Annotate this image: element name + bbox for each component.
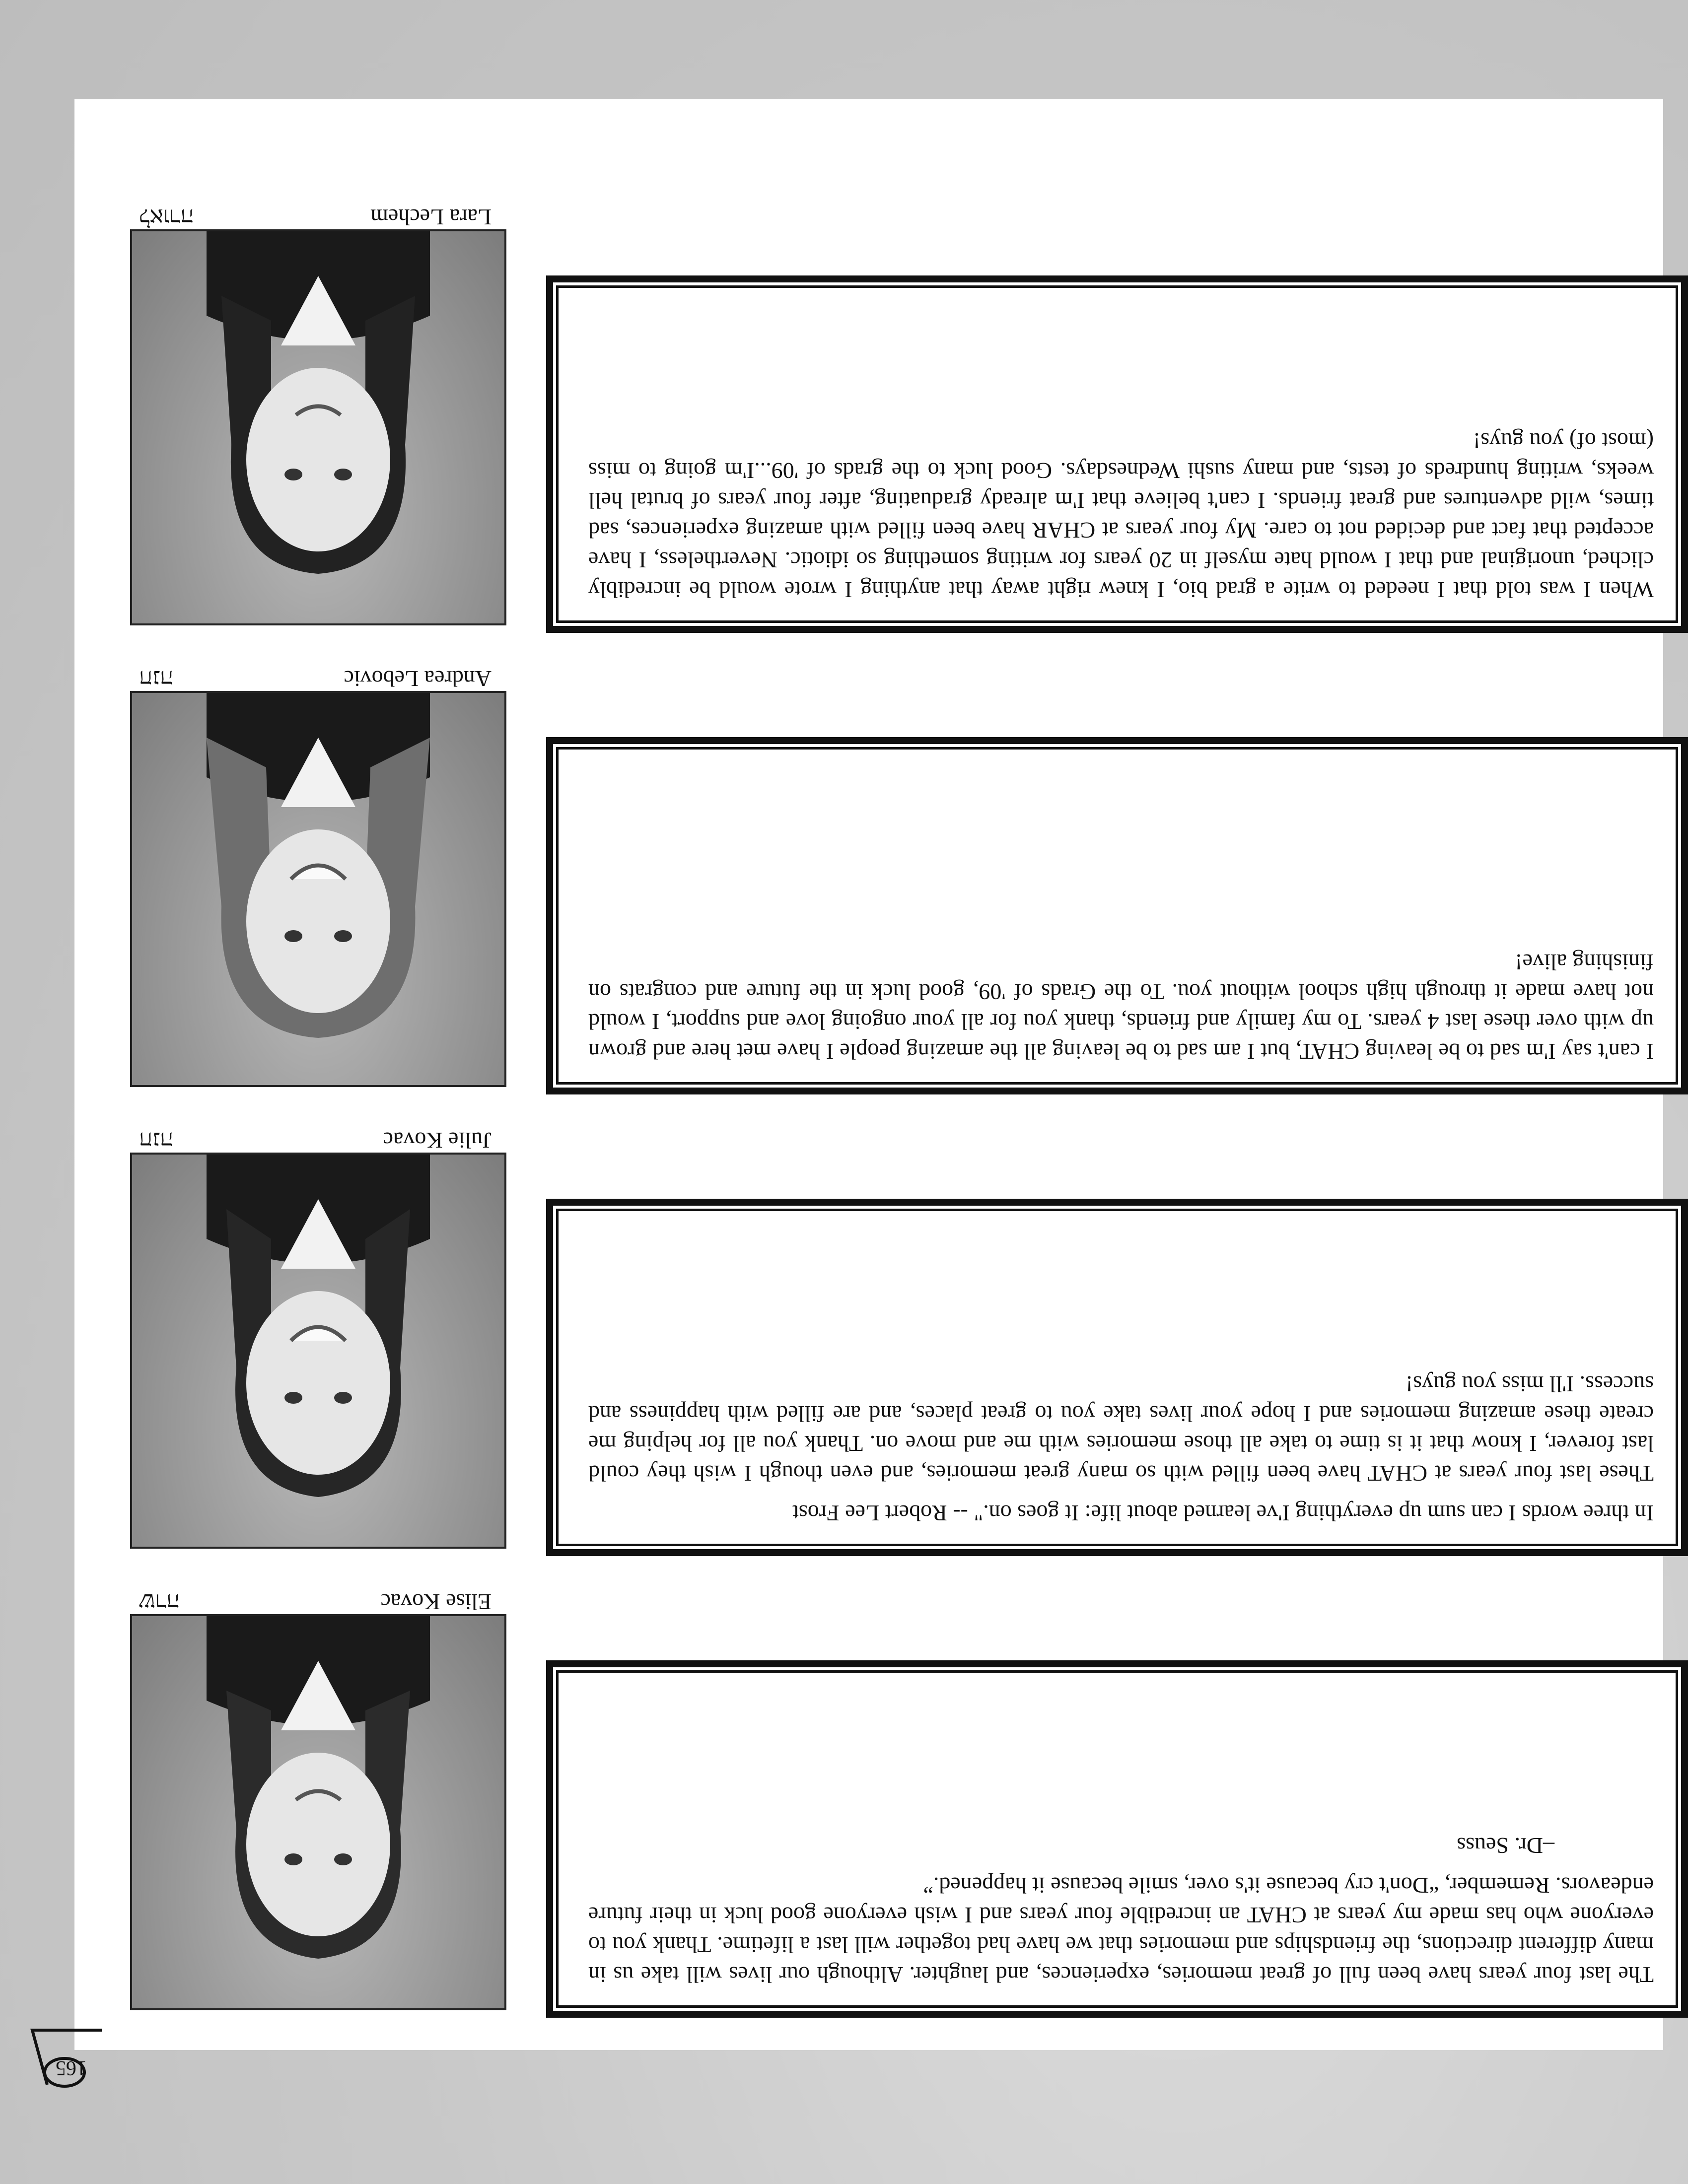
grad-name: Elise Kovac — [380, 1589, 492, 1615]
bio-paragraph: In three words I can sum up everything I've learned about life: It goes on." -- Robert Lee Frost — [792, 1501, 1654, 1526]
quote-attribution: –Dr. Seuss — [1457, 1833, 1554, 1858]
bio-box — [546, 737, 1688, 1094]
bio-inner-frame — [556, 1209, 1678, 1546]
portrait-photo — [130, 1614, 506, 2010]
bio-box — [546, 1199, 1688, 1556]
portrait-illustration — [132, 1616, 504, 2008]
grad-hebrew-name: לאורה — [139, 205, 194, 230]
portrait-photo — [130, 691, 506, 1087]
grad-entry — [0, 204, 1688, 640]
grad-name-line — [134, 1588, 501, 1615]
portrait-illustration — [132, 1155, 504, 1547]
grad-hebrew-name: חנה — [139, 666, 173, 691]
grad-name-line — [134, 1127, 501, 1154]
grad-entry — [0, 665, 1688, 1102]
grad-name-line — [134, 204, 501, 230]
bio-paragraph: I can't say I'm sad to be leaving CHAT, but I am sad to be leaving all the amazing people I have met here and grown up with over these last 4 years. To my family and friends, thank you for all your ongoing love and support, I would not have made it through high school without you. To the Grads of '09, good luck in the future and congrats on finishing alive! — [588, 950, 1654, 1064]
bio-inner-frame — [556, 1670, 1678, 2008]
page-number: 165 — [56, 2056, 87, 2079]
portrait-photo — [130, 229, 506, 625]
portrait-illustration — [132, 693, 504, 1085]
bio-inner-frame — [556, 285, 1678, 623]
grad-entry — [0, 1127, 1688, 1564]
grad-name: Lara Lechem — [370, 205, 492, 230]
bio-paragraph: The last four years have been full of great memories, experiences, and laughter. Although our lives will take us in many different directions, the friendships and memories that we have had together will last a lifetime. Thank you to everyone who has made my years at CHAT an incredible four years and I wish everyone good luck in their future endeavors. Remember, “Don't cry because it's over, smile because it happened.” — [588, 1873, 1654, 1987]
bio-box — [546, 1660, 1688, 2018]
grad-name: Julie Kovac — [383, 1128, 492, 1153]
portrait-illustration — [132, 231, 504, 623]
bio-box — [546, 275, 1688, 633]
grad-hebrew-name: חנה — [139, 1128, 173, 1153]
grad-name-line — [134, 665, 501, 692]
bio-paragraph: When I was told that I needed to write a grad bio, I knew right away that anything I wrote would be incredibly cliched, unoriginal and that I would hate myself in 20 years for writing something so idiotic. Nevertheless, I have accepted that fact and decided not to care. My four years at CHAR have been filled with amazing experiences, sad times, wild adventures and great friends. I can't believe that I'm already graduating, after four years of brutal hell weeks, writing hundreds of tests, and many sushi Wednesdays. Good luck to the grads of '09...I'm going to miss (most of) you guys! — [588, 428, 1654, 603]
bio-inner-frame — [556, 747, 1678, 1085]
bio-paragraph: These last four years at CHAT have been filled with so many great memories, and even though I wish they could last forever, I know that it is time to take all those memories with me and move on. Thank you all for helping me create these amazing memories and I hope your lives take you to great places, and are filled with happiness and success. I'll miss you guys! — [588, 1371, 1654, 1486]
grad-hebrew-name: שרה — [139, 1589, 180, 1615]
page-number-folio — [22, 2025, 112, 2100]
grad-entry — [0, 1588, 1688, 2025]
portrait-photo — [130, 1153, 506, 1549]
grad-name: Andrea Lebovic — [344, 666, 492, 691]
